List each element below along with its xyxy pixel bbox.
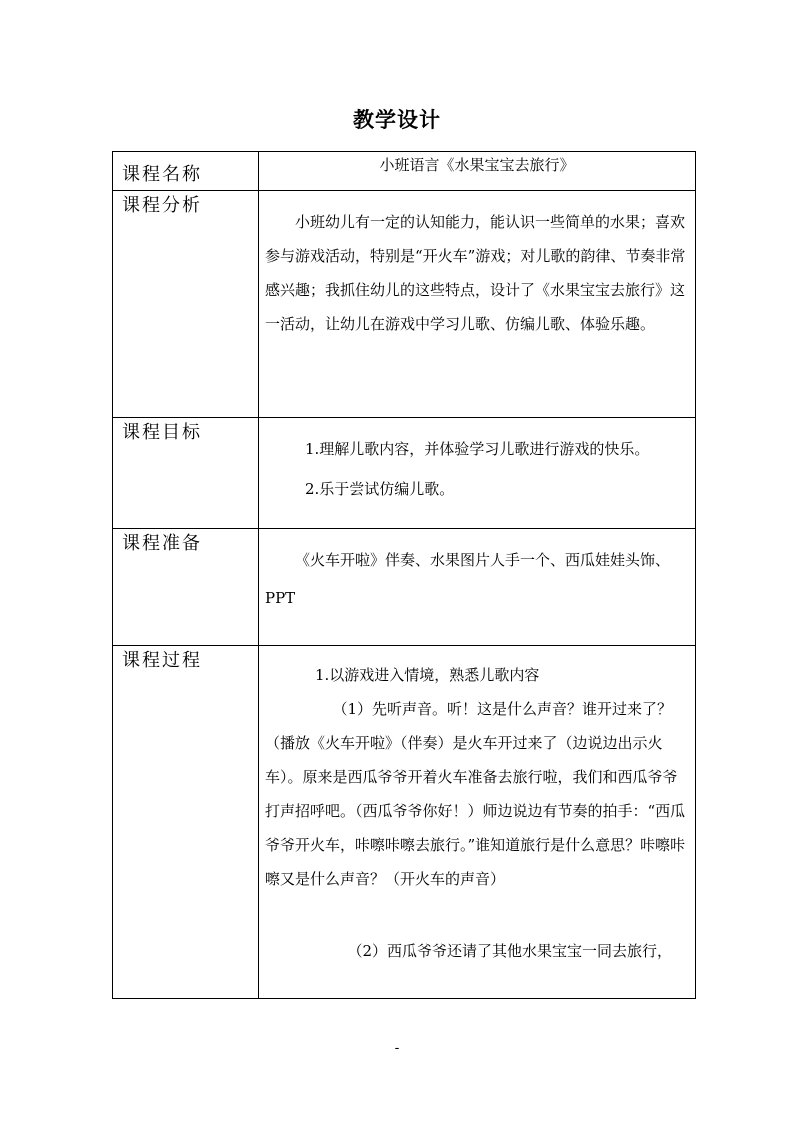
row-label-cell bbox=[113, 152, 259, 191]
row-label: 课程准备 bbox=[122, 533, 202, 554]
row-label: 课程名称 bbox=[122, 164, 202, 185]
process-heading: 1.以游戏进入情境，熟悉儿歌内容 bbox=[315, 666, 540, 684]
goal-item: 2.乐于尝试仿编儿歌。 bbox=[305, 480, 455, 498]
row-content-cell bbox=[259, 418, 696, 529]
goal-item: 1.理解儿歌内容，并体验学习儿歌进行游戏的快乐。 bbox=[305, 440, 650, 458]
prep-text: 《火车开啦》伴奏、水果图片人手一个、西瓜娃娃头饰、PPT bbox=[265, 551, 671, 607]
table-row bbox=[113, 418, 696, 529]
table-row bbox=[113, 152, 696, 191]
row-content-cell bbox=[259, 191, 696, 418]
row-label-cell bbox=[113, 418, 259, 529]
analysis-text: 小班幼儿有一定的认知能力，能认识一些简单的水果；喜欢参与游戏活动，特别是“开火车”游戏；对儿歌的韵律、节奏非常感兴趣；我抓住幼儿的这些特点，设计了《水果宝宝去旅行》这一活动，让幼儿在游戏中学习儿歌、仿编儿歌、体验乐趣。 bbox=[265, 213, 686, 333]
table-row bbox=[113, 191, 696, 418]
page-title: 教学设计 bbox=[353, 108, 441, 132]
table-row bbox=[113, 529, 696, 646]
row-label: 课程目标 bbox=[122, 422, 202, 443]
row-label-cell bbox=[113, 529, 259, 646]
row-content-cell bbox=[259, 646, 696, 999]
row-label: 课程分析 bbox=[122, 195, 202, 216]
row-label-cell bbox=[113, 646, 259, 999]
row-content-cell bbox=[259, 152, 696, 191]
process-paragraph: （1）先听声音。听！这是什么声音？谁开过来了？（播放《火车开啦》（伴奏）是火车开过来了（边说边出示火车）。原来是西瓜爷爷开着火车准备去旅行啦，我们和西瓜爷爷打声招呼吧。（西瓜爷爷你好！）师边说边有节奏的拍手：“西瓜爷爷开火车，咔嚓咔嚓去旅行。”谁知道旅行是什么意思？咔嚓咔嚓又是什么声音？（开火车的声音） bbox=[265, 700, 686, 888]
lesson-table bbox=[112, 151, 696, 999]
page-footer: - bbox=[394, 1040, 400, 1056]
table-row bbox=[113, 646, 696, 999]
row-content-cell bbox=[259, 529, 696, 646]
row-label-cell bbox=[113, 191, 259, 418]
row-label: 课程过程 bbox=[122, 650, 202, 671]
course-name: 小班语言《水果宝宝去旅行》 bbox=[379, 156, 575, 174]
process-paragraph: （2）西瓜爷爷还请了其他水果宝宝一同去旅行， bbox=[347, 942, 673, 960]
